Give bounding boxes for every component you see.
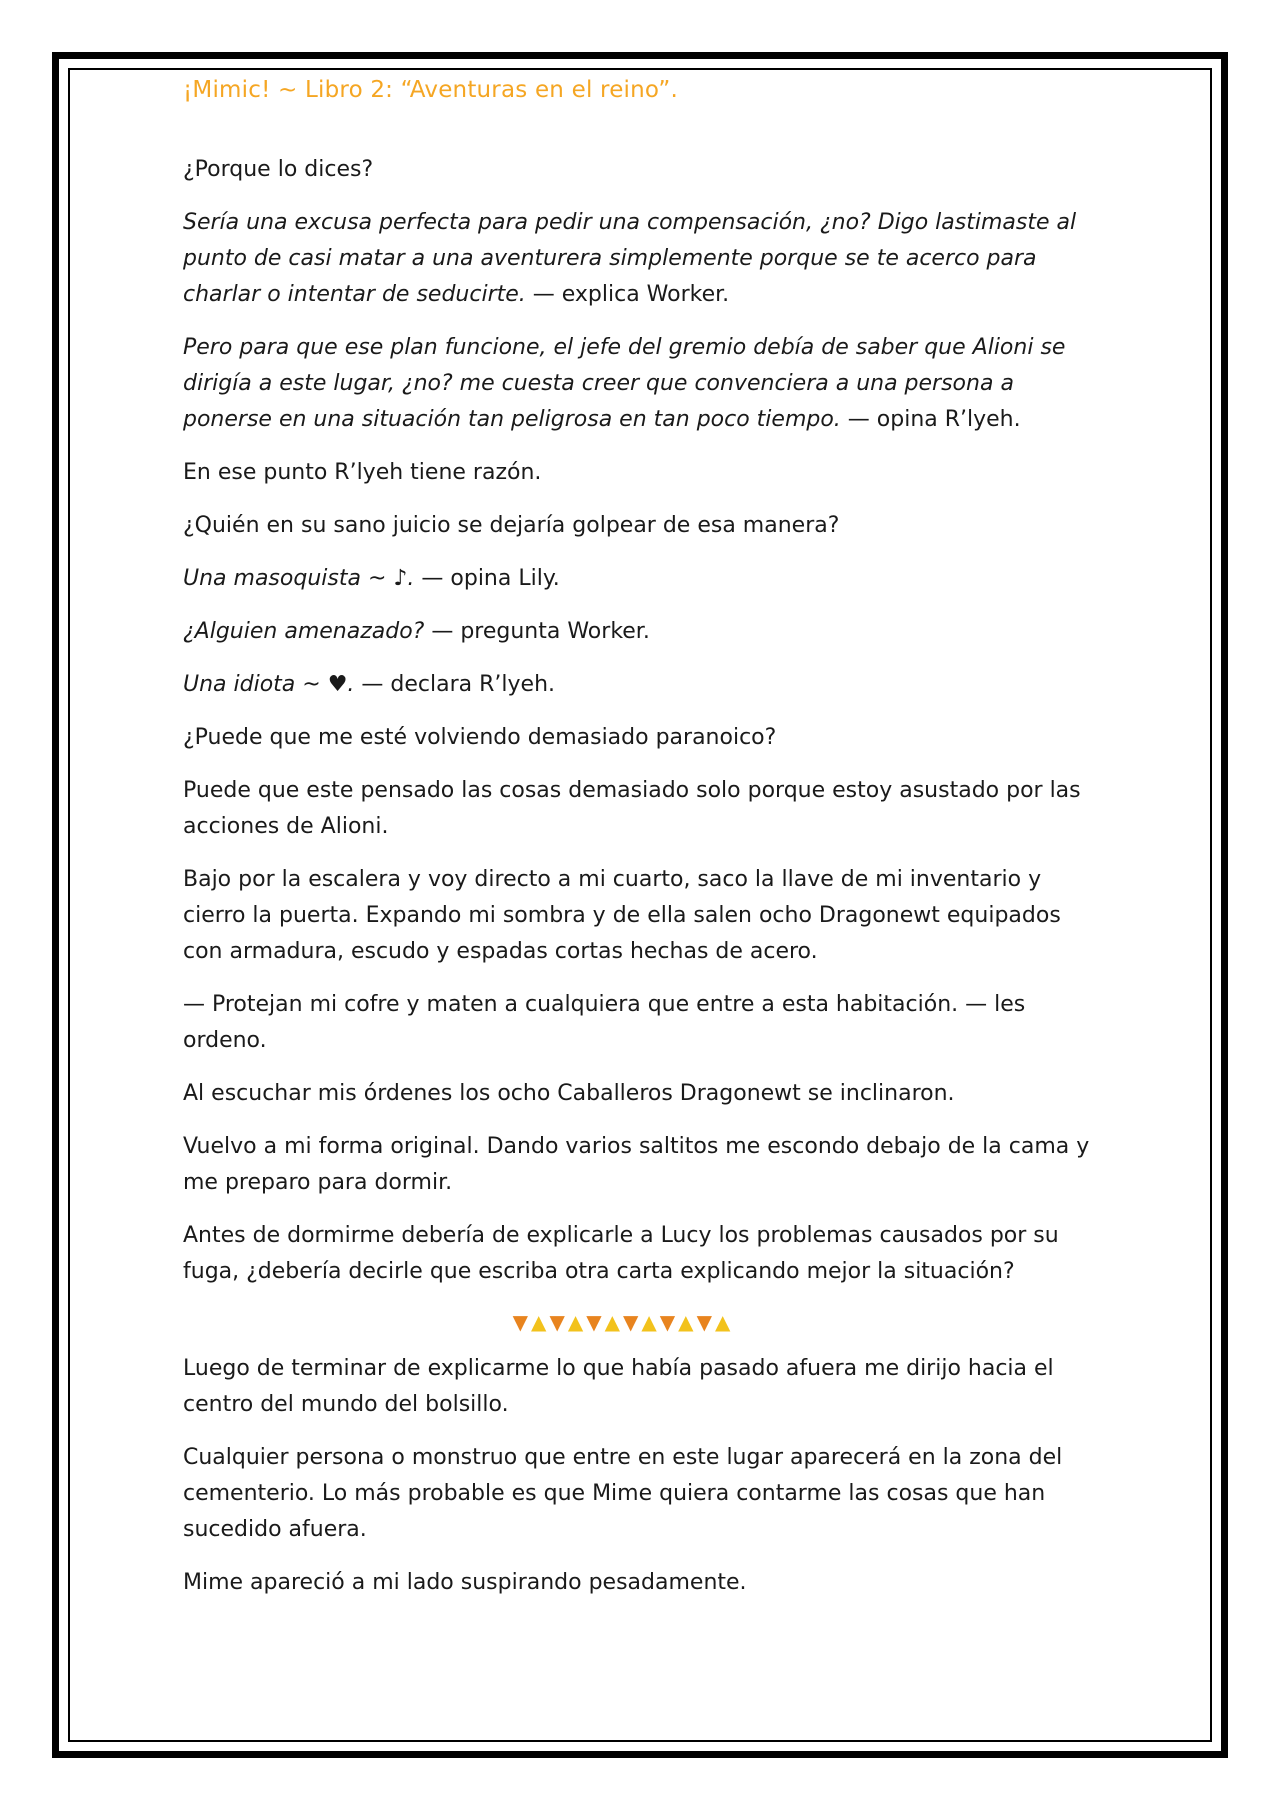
paragraph-dialogue (183, 205, 1103, 313)
triangle-down-icon: ▼ (659, 1310, 679, 1334)
paragraph-dialogue (183, 330, 1103, 438)
triangle-up-icon: ▲ (604, 1310, 623, 1334)
dialogue-attribution: — opina Lily. (414, 566, 560, 591)
triangle-down-icon: ▼ (696, 1310, 715, 1334)
paragraph: Vuelvo a mi forma original. Dando varios saltitos me escondo debajo de la cama y me preparo para dormir. (183, 1134, 1090, 1195)
paragraph: Mime apareció a mi lado suspirando pesadamente. (183, 1570, 747, 1595)
running-header: ¡Mimic! ~ Libro 2: “Aventuras en el reino”. (183, 77, 678, 103)
paragraph: En ese punto R’lyeh tiene razón. (183, 460, 542, 485)
triangle-down-icon: ▼ (623, 1310, 642, 1334)
paragraph-dialogue (183, 667, 1103, 703)
paragraph: Al escuchar mis órdenes los ocho Caballeros Dragonewt se inclinaron. (183, 1081, 955, 1106)
paragraph: Puede que este pensado las cosas demasiado solo porque estoy asustado por las acciones de Alioni. (183, 778, 1081, 839)
dialogue-attribution: — opina R’lyeh. (840, 407, 1021, 432)
triangle-up-icon: ▲ (641, 1310, 660, 1334)
dialogue-italic: Una idiota ~ ♥. (183, 672, 355, 697)
triangle-up-icon: ▲ (567, 1310, 587, 1334)
paragraph-dialogue (183, 561, 1103, 597)
triangle-up-icon: ▲ (714, 1310, 734, 1334)
dialogue-attribution: — pregunta Worker. (424, 619, 650, 644)
paragraph: ¿Puede que me esté volviendo demasiado paranoico? (183, 725, 777, 750)
paragraph: Antes de dormirme debería de explicarle a Lucy los problemas causados por su fuga, ¿debería decirle que escriba otra carta explicando mejor la situación? (183, 1223, 1059, 1284)
paragraph: ¿Porque lo dices? (183, 157, 374, 182)
triangle-down-icon: ▼ (512, 1310, 532, 1334)
dialogue-attribution: — declara R’lyeh. (354, 672, 555, 697)
triangle-down-icon: ▼ (586, 1310, 605, 1334)
page-content (183, 72, 1103, 1618)
scene-break-ornament (183, 1307, 1103, 1337)
dialogue-attribution: — explica Worker. (525, 282, 730, 307)
paragraph: Bajo por la escalera y voy directo a mi cuarto, saco la llave de mi inventario y cierro la puerta. Expando mi sombra y de ella salen ocho Dragonewt equipados con armadura, escudo y espadas cortas hechas de acero. (183, 867, 1061, 964)
triangle-up-icon: ▲ (678, 1310, 697, 1334)
triangle-down-icon: ▼ (549, 1310, 568, 1334)
dialogue-italic: ¿Alguien amenazado? (183, 619, 425, 644)
dialogue-italic: Una masoquista ~ ♪. (183, 566, 415, 591)
paragraph: ¿Quién en su sano juicio se dejaría golpear de esa manera? (183, 513, 840, 538)
paragraph: Cualquier persona o monstruo que entre en este lugar aparecerá en la zona del cementerio. Lo más probable es que Mime quiera contarme las cosas que han sucedido afuera. (183, 1445, 1063, 1542)
paragraph: Luego de terminar de explicarme lo que había pasado afuera me dirijo hacia el centro del mundo del bolsillo. (183, 1356, 1054, 1417)
paragraph: — Protejan mi cofre y maten a cualquiera que entre a esta habitación. — les ordeno. (183, 992, 1026, 1053)
triangle-up-icon: ▲ (531, 1310, 550, 1334)
dialogue-italic: Sería una excusa perfecta para pedir una compensación, ¿no? Digo lastimaste al punto de casi matar a una aventurera simplemente porque se te acerco para charlar o intentar de seducirte. (183, 210, 1077, 307)
dialogue-italic: Pero para que ese plan funcione, el jefe del gremio debía de saber que Alioni se dirigía a este lugar, ¿no? me cuesta creer que convenciera a una persona a ponerse en una situación tan peligrosa en tan poco tiempo. (183, 335, 1066, 432)
paragraph-dialogue (183, 614, 1103, 650)
